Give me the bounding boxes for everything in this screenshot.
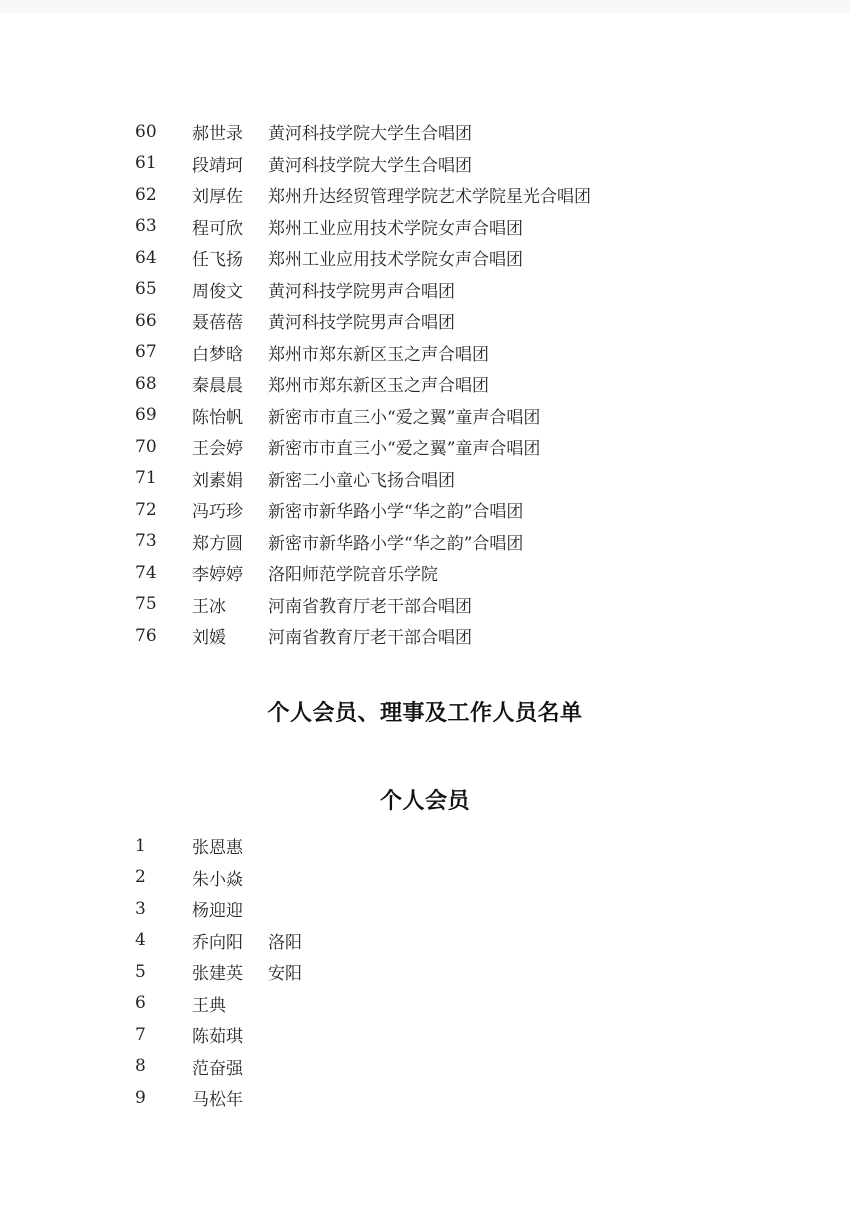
cell-name: 刘媛 xyxy=(192,628,226,649)
cell-city: 洛阳 xyxy=(268,932,302,953)
cell-name: 朱小焱 xyxy=(192,869,243,890)
cell-org: 黄河科技学院男声合唱团 xyxy=(268,281,455,302)
table-row xyxy=(135,337,810,369)
cell-name: 范奋强 xyxy=(192,1058,243,1079)
cell-org: 新密市市直三小“爱之翼”童声合唱团 xyxy=(268,407,541,428)
cell-no: 60 xyxy=(135,121,157,142)
table-row xyxy=(135,1051,810,1083)
cell-no: 74 xyxy=(135,562,157,583)
cell-org: 郑州市郑东新区玉之声合唱团 xyxy=(268,376,489,397)
table-row xyxy=(135,956,810,988)
cell-name: 王会婷 xyxy=(192,439,243,460)
cell-no: 75 xyxy=(135,594,157,615)
cell-org: 河南省教育厅老干部合唱团 xyxy=(268,596,472,617)
table-row xyxy=(135,211,810,243)
table-row xyxy=(135,620,810,652)
cell-name: 任飞扬 xyxy=(192,250,243,271)
cell-org: 新密市市直三小“爱之翼”童声合唱团 xyxy=(268,439,541,460)
cell-org: 黄河科技学院男声合唱团 xyxy=(268,313,455,334)
table-row xyxy=(135,242,810,274)
cell-name: 郑方圆 xyxy=(192,533,243,554)
cell-name: 乔向阳 xyxy=(192,932,243,953)
cell-no: 63 xyxy=(135,216,157,237)
cell-no: 4 xyxy=(135,930,146,951)
cell-no: 65 xyxy=(135,279,157,300)
cell-no: 72 xyxy=(135,499,157,520)
cell-no: 5 xyxy=(135,961,146,982)
cell-org: 郑州工业应用技术学院女声合唱团 xyxy=(268,250,523,271)
individual-member-list xyxy=(135,830,810,1114)
cell-org: 郑州升达经贸管理学院艺术学院星光合唱团 xyxy=(268,187,591,208)
table-row xyxy=(135,925,810,957)
group-member-list xyxy=(135,116,810,652)
cell-org: 河南省教育厅老干部合唱团 xyxy=(268,628,472,649)
table-row xyxy=(135,988,810,1020)
table-row xyxy=(135,116,810,148)
cell-name: 陈怡帆 xyxy=(192,407,243,428)
cell-name: 冯巧珍 xyxy=(192,502,243,523)
cell-name: 秦晨晨 xyxy=(192,376,243,397)
table-row xyxy=(135,589,810,621)
cell-org: 新密市新华路小学“华之韵”合唱团 xyxy=(268,502,524,523)
cell-name: 张恩惠 xyxy=(192,838,243,859)
table-row xyxy=(135,368,810,400)
cell-no: 67 xyxy=(135,342,157,363)
cell-no: 62 xyxy=(135,184,157,205)
cell-name: 张建英 xyxy=(192,964,243,985)
cell-name: 陈茹琪 xyxy=(192,1027,243,1048)
cell-no: 70 xyxy=(135,436,157,457)
cell-no: 76 xyxy=(135,625,157,646)
cell-no: 73 xyxy=(135,531,157,552)
table-row xyxy=(135,557,810,589)
table-row xyxy=(135,400,810,432)
cell-org: 郑州市郑东新区玉之声合唱团 xyxy=(268,344,489,365)
cell-org: 黄河科技学院大学生合唱团 xyxy=(268,124,472,145)
table-row xyxy=(135,179,810,211)
cell-name: 刘素娟 xyxy=(192,470,243,491)
cell-name: 白梦晗 xyxy=(192,344,243,365)
cell-no: 7 xyxy=(135,1024,146,1045)
cell-name: 聂蓓蓓 xyxy=(192,313,243,334)
subsection-title: 个人会员 xyxy=(379,789,470,814)
cell-name: 段靖珂 xyxy=(192,155,243,176)
table-row xyxy=(135,830,810,862)
cell-name: 王典 xyxy=(192,995,226,1016)
cell-name: 王冰 xyxy=(192,596,226,617)
cell-no: 8 xyxy=(135,1056,146,1077)
cell-no: 66 xyxy=(135,310,157,331)
cell-no: 6 xyxy=(135,993,146,1014)
cell-org: 郑州工业应用技术学院女声合唱团 xyxy=(268,218,523,239)
table-row xyxy=(135,148,810,180)
cell-no: 1 xyxy=(135,835,146,856)
cell-name: 周俊文 xyxy=(192,281,243,302)
cell-no: 2 xyxy=(135,867,146,888)
section-title: 个人会员、理事及工作人员名单 xyxy=(267,701,583,726)
table-row xyxy=(135,274,810,306)
cell-name: 李婷婷 xyxy=(192,565,243,586)
cell-org: 新密二小童心飞扬合唱团 xyxy=(268,470,455,491)
page-top-edge xyxy=(0,0,850,13)
table-row xyxy=(135,494,810,526)
table-row xyxy=(135,1019,810,1051)
cell-no: 9 xyxy=(135,1087,146,1108)
cell-no: 3 xyxy=(135,898,146,919)
cell-org: 洛阳师范学院音乐学院 xyxy=(268,565,438,586)
cell-name: 郝世录 xyxy=(192,124,243,145)
cell-name: 杨迎迎 xyxy=(192,901,243,922)
table-row xyxy=(135,526,810,558)
table-row xyxy=(135,893,810,925)
cell-no: 61 xyxy=(135,153,157,174)
cell-no: 68 xyxy=(135,373,157,394)
cell-name: 刘厚佐 xyxy=(192,187,243,208)
cell-org: 新密市新华路小学“华之韵”合唱团 xyxy=(268,533,524,554)
table-row xyxy=(135,463,810,495)
table-row xyxy=(135,305,810,337)
table-row xyxy=(135,1082,810,1114)
cell-org: 黄河科技学院大学生合唱团 xyxy=(268,155,472,176)
cell-name: 马松年 xyxy=(192,1090,243,1111)
cell-no: 69 xyxy=(135,405,157,426)
table-row xyxy=(135,431,810,463)
cell-no: 64 xyxy=(135,247,157,268)
cell-name: 程可欣 xyxy=(192,218,243,239)
table-row xyxy=(135,862,810,894)
cell-no: 71 xyxy=(135,468,157,489)
cell-city: 安阳 xyxy=(268,964,302,985)
